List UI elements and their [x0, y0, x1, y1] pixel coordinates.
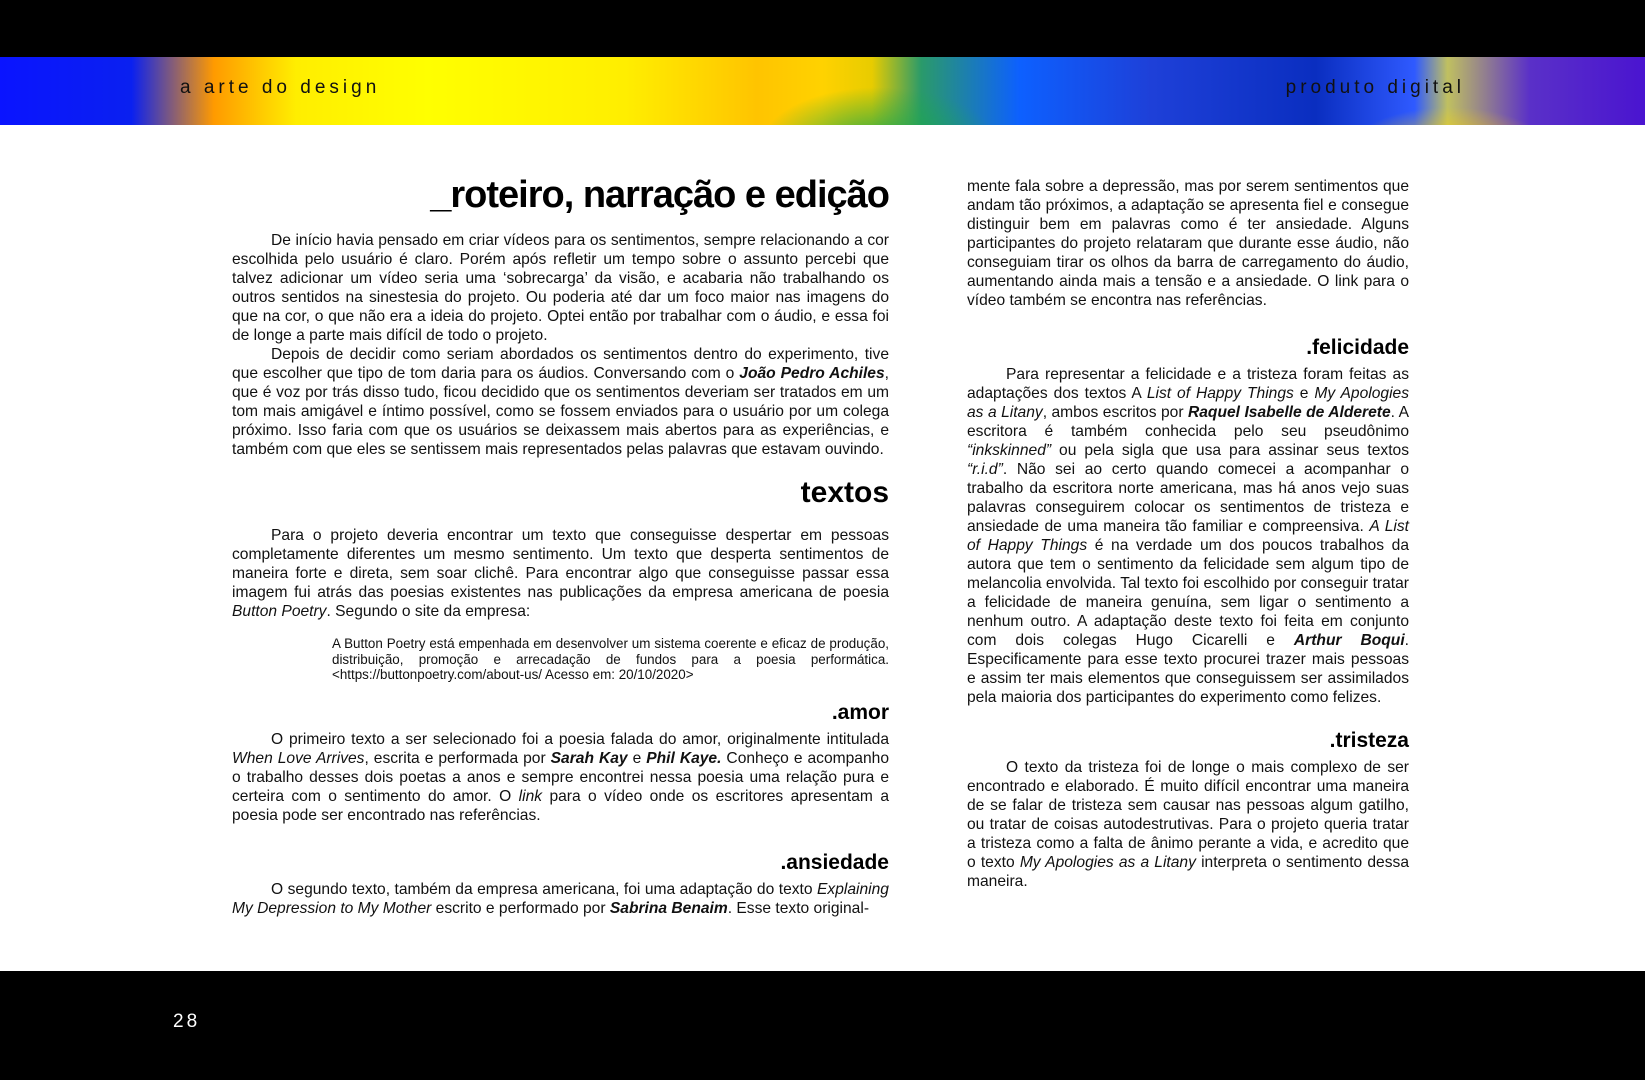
page-content	[0, 125, 1645, 971]
gradient-header-band	[0, 57, 1645, 125]
paragraph-tristeza: O texto da tristeza foi de longe o mais complexo de ser encontrado e elaborado. É muito difícil encontrar uma maneira de se falar de tristeza sem causar nas pessoas algum gatilho, ou tratar de coisas autodestrutivas. Para o projeto queria tratar a tristeza como a falta de ânimo perante a vida, e acredito que o texto My Apologies as a Litany interpreta o sentimento dessa maneira.	[967, 759, 1409, 890]
paragraph-voice: Depois de decidir como seriam abordados os sentimentos dentro do experimento, tive que escolher que tipo de tom daria para os áudios. Conversando com o João Pedro Achiles, que é voz por trás disso tudo, ficou decidido que os sentimentos deveriam ser tratados em um tom mais amigável e íntimo possível, como se fossem enviados para o usuário por um colega próximo. Isso faria com que os usuários se deixassem mais abertos para as experiências, e também com que eles se sentissem mais representados pelas palavras que estavam ouvindo.	[232, 346, 889, 458]
subheading-tristeza: .tristeza	[1329, 729, 1409, 752]
top-black-bar	[0, 0, 1645, 57]
paragraph-amor: O primeiro texto a ser selecionado foi a poesia falada do amor, originalmente intitulada When Love Arrives, escrita e performada por Sarah Kay e Phil Kaye. Conheço e acompanho o trabalho desses dois poetas a anos e sempre encontrei nessa poesia uma relação pura e certeira com o sentimento do amor. O link para o vídeo onde os escritores apresentam a poesia pode ser encontrado nas referências.	[232, 730, 889, 824]
page-number: 28	[173, 1011, 201, 1032]
right-column	[967, 125, 1409, 891]
paragraph-felicidade: Para representar a felicidade e a tristeza foram feitas as adaptações dos textos A List of Happy Things e My Apologies as a Litany, ambos escritos por Raquel Isabelle de Alderete. A escritora é também conhecida pelo seu pseudônimo “inkskinned” ou pela sigla que usa para assinar seus textos “r.i.d”. Não sei ao certo quando comecei a acompanhar o trabalho da escritora norte americana, mas há anos vejo suas palavras conseguirem colocar os sentimentos de tristeza e ansiedade de uma maneira tão familiar e compreensiva. A List of Happy Things é na verdade um dos poucos trabalhos da autora que tem o sentimento da felicidade sem algum tipo de melancolia envolvida. Tal texto foi escolhido por conseguir tratar a felicidade de maneira genuína, sem ligar o sentimento a nenhum outro. A adaptação deste texto foi feita em conjunto com dois colegas Hugo Cicarelli e Arthur Boqui. Especificamente para esse texto procurei trazer mais pessoas e assim ter mais elementos que conseguissem ser assimilados pela maioria dos participantes do experimento como felizes.	[967, 366, 1410, 706]
footer-bar	[0, 971, 1645, 1080]
section-heading-textos: textos	[800, 476, 889, 509]
block-quote: A Button Poetry está empenhada em desenvolver um sistema coerente e eficaz de produção, distribuição, promoção e arrecadação de fundos para a poesia performática. <https://buttonpoetry.com/about-us/ Acesso em: 20/10/2020>	[332, 636, 889, 682]
page-title: _roteiro, narração e edição	[430, 174, 889, 216]
subheading-amor: .amor	[831, 700, 889, 724]
header-right-label: produto digital	[1285, 77, 1465, 98]
subheading-felicidade: .felicidade	[1306, 336, 1409, 359]
paragraph-textos: Para o projeto deveria encontrar um texto que conseguisse despertar em pessoas completamente diferentes um mesmo sentimento. Um texto que desperta sentimentos de maneira forte e direta, sem soar clichê. Para encontrar algo que conseguisse passar essa imagem fui atrás das poesias existentes nas publicações da empresa americana de poesia Button Poetry. Segundo o site da empresa:	[232, 527, 889, 620]
left-column	[232, 125, 889, 918]
paragraph-ansiedade-continued: mente fala sobre a depressão, mas por serem sentimentos que andam tão próximos, a adaptação se apresenta fiel e consegue distinguir bem em palavras como é ter ansiedade. Alguns participantes do projeto relataram que durante esse áudio, não conseguiam tirar os olhos da barra de carregamento do áudio, aumentando ainda mais a tensão e a ansiedade. O link para o vídeo também se encontra nas referências.	[967, 178, 1409, 309]
paragraph-intro: De início havia pensado em criar vídeos para os sentimentos, sempre relacionando a cor escolhida pelo usuário é claro. Porém após refletir um tempo sobre o assunto percebi que talvez adicionar um vídeo seria uma ‘sobrecarga’ da visão, e acabaria não trabalhando os outros sentidos na sinestesia do projeto. Ou poderia até dar um foco maior nas imagens do que na cor, o que não era a ideia do projeto. Optei então por trabalhar com o áudio, e essa foi de longe a parte mais difícil de todo o projeto.	[232, 232, 889, 344]
subheading-ansiedade: .ansiedade	[780, 850, 889, 874]
person-name: João Pedro Achiles	[739, 365, 885, 382]
paragraph-ansiedade: O segundo texto, também da empresa americana, foi uma adaptação do texto Explaining My Depression to My Mother escrito e performado por Sabrina Benaim. Esse texto original-	[232, 880, 889, 917]
header-left-label: a arte do design	[180, 77, 381, 98]
